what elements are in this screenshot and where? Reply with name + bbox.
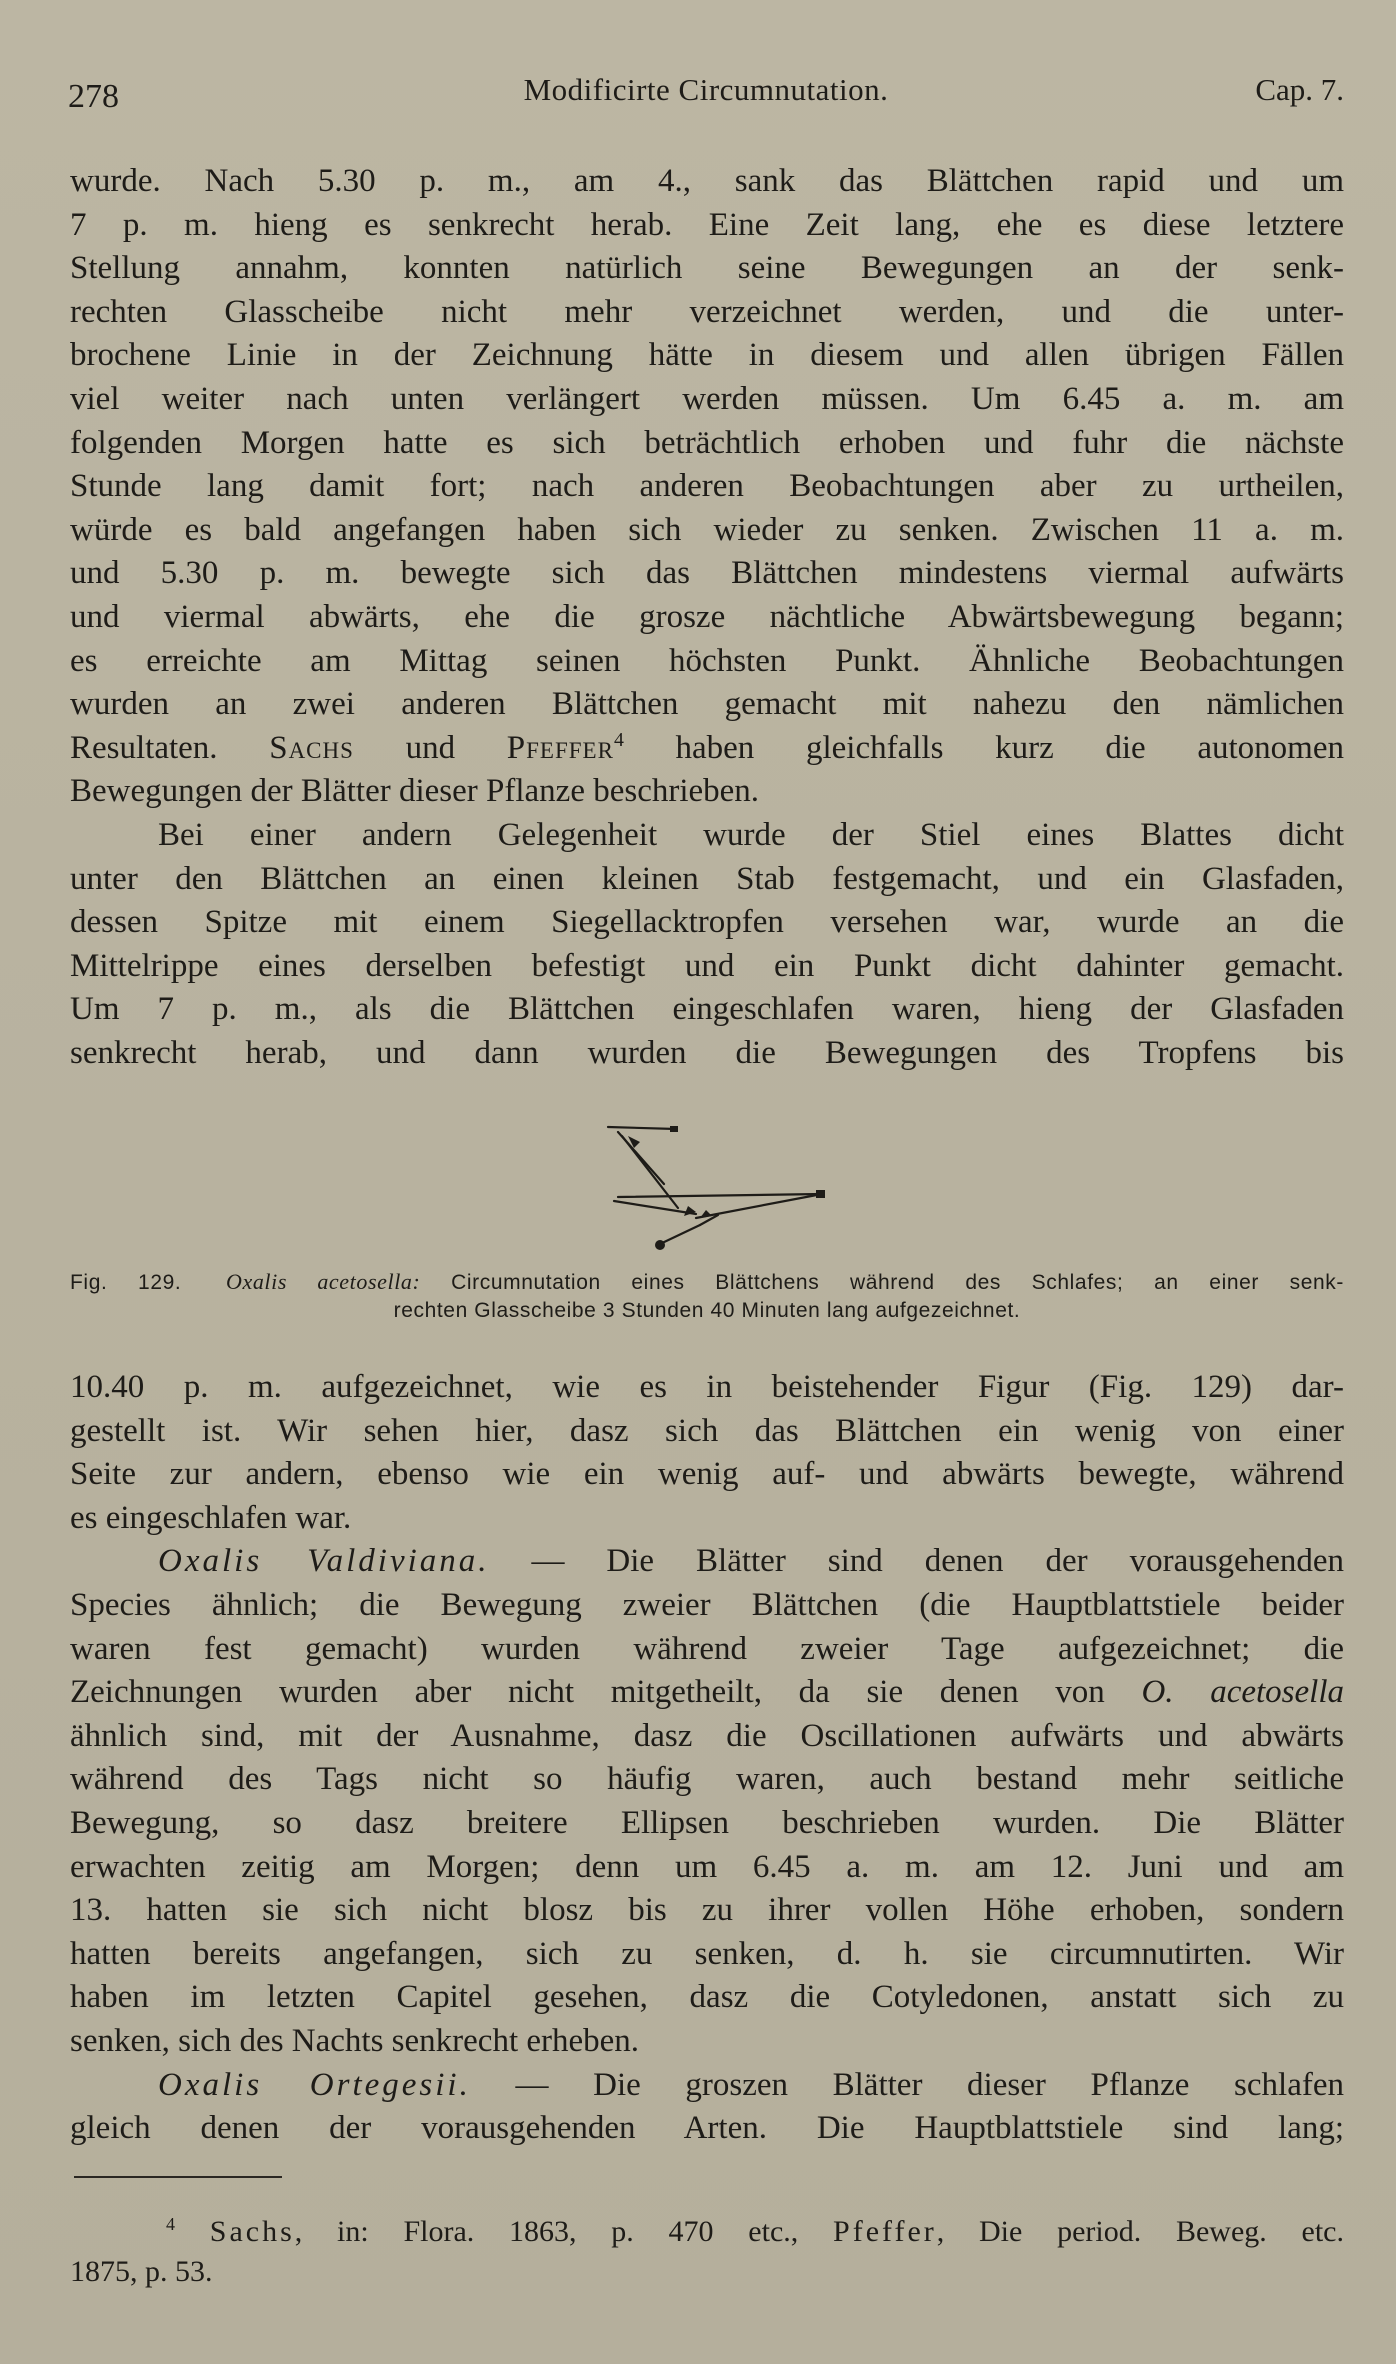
- text-line: es erreichte am Mittag seinen höchsten Punkt. Ähnliche Beobachtungen: [70, 642, 1344, 679]
- paragraph-after-figure: [70, 1366, 1344, 2151]
- text-segment: Resultaten.: [70, 729, 270, 766]
- text-line: es eingeschlafen war.: [70, 1499, 352, 1536]
- text-line: während des Tags nicht so häufig waren, auch bestand mehr seitliche: [70, 1761, 1344, 1798]
- text-line: waren fest gemacht) wurden während zweier Tage aufgezeichnet; die: [70, 1630, 1344, 1667]
- text-segment: , Die period. Beweg. etc.: [936, 2215, 1344, 2248]
- text-segment: , in: Flora. 1863, p. 470 etc.,: [294, 2215, 834, 2248]
- species-heading-valdiviana: Oxalis Valdiviana.: [158, 1543, 490, 1580]
- footnote-divider: [74, 2176, 282, 2178]
- end-mark: [816, 1190, 825, 1198]
- text-segment: Zeichnungen wurden aber nicht mitgetheilt, da sie denen von: [70, 1674, 1142, 1711]
- circumnutation-figure: [600, 1112, 840, 1262]
- text-line: Seite zur andern, ebenso wie ein wenig auf- und abwärts bewegte, während: [70, 1456, 1344, 1493]
- text-line: gestellt ist. Wir sehen hier, dasz sich das Blättchen ein wenig von einer: [70, 1412, 1344, 1449]
- chapter-label: Cap. 7.: [1255, 72, 1344, 107]
- text-line: Bewegungen der Blätter dieser Pflanze beschrieben.: [70, 773, 760, 810]
- text-line: senken, sich des Nachts senkrecht erheben.: [70, 2022, 640, 2059]
- text-line: Stellung annahm, konnten natürlich seine Bewegungen an der senk-: [70, 250, 1344, 287]
- text-line: 13. hatten sie sich nicht blosz bis zu ihrer vollen Höhe erhoben, sondern: [70, 1892, 1344, 1929]
- footnote: [70, 2212, 1344, 2292]
- text-line: wurde. Nach 5.30 p. m., am 4., sank das Blättchen rapid und um: [70, 163, 1344, 199]
- footnote-author-pfeffer: Pfeffer: [833, 2215, 937, 2248]
- text-segment: haben gleichfalls kurz die autonomen: [623, 729, 1344, 766]
- text-segment: und: [353, 729, 507, 766]
- trace-segment: [660, 1225, 700, 1244]
- footnote-marker: 4: [613, 728, 624, 751]
- footnote-line: [70, 2212, 1344, 2252]
- trace-segment: [618, 1194, 822, 1197]
- page-number: 278: [68, 78, 119, 115]
- species-heading-ortegesii: Oxalis Ortegesii.: [158, 2066, 471, 2103]
- text-line: Um 7 p. m., als die Blättchen eingeschlafen waren, hieng der Glasfaden: [70, 991, 1344, 1028]
- end-mark: [670, 1126, 678, 1132]
- text-line: und viermal abwärts, ehe die grosze nächtliche Abwärtsbewegung begann;: [70, 598, 1344, 635]
- page-header: [68, 70, 1344, 122]
- text-line: erwachten zeitig am Morgen; denn um 6.45 a. m. am 12. Juni und am: [70, 1848, 1344, 1885]
- text-line: rechten Glasscheibe nicht mehr verzeichnet werden, und die unter-: [70, 293, 1344, 330]
- text-line: Bewegung, so dasz breitere Ellipsen beschrieben wurden. Die Blätter: [70, 1804, 1344, 1841]
- start-dot: [655, 1240, 665, 1250]
- trace-segment: [696, 1194, 822, 1218]
- caption-line: rechten Glasscheibe 3 Stunden 40 Minuten lang aufgezeichnet.: [393, 1299, 1021, 1322]
- author-name-sachs: Sachs: [269, 729, 354, 766]
- text-line: hatten bereits angefangen, sich zu senken, d. h. sie circumnutirten. Wir: [70, 1935, 1344, 1972]
- text-line: wurden an zwei anderen Blättchen gemacht mit nahezu den nämlichen: [70, 686, 1344, 723]
- trace-segment: [614, 1201, 696, 1214]
- text-line-with-authors: [70, 727, 1344, 771]
- text-line: gleich denen der vorausgehenden Arten. Die Hauptblattstiele sind lang;: [70, 2110, 1344, 2147]
- footnote-author-sachs: Sachs: [209, 2215, 295, 2248]
- text-line-species: [70, 2064, 1344, 2108]
- footnote-number: 4: [166, 2214, 175, 2235]
- figure-number: Fig. 129.: [70, 1271, 182, 1294]
- species-reference: O. acetosella: [1141, 1674, 1345, 1711]
- text-line: 7 p. m. hieng es senkrecht herab. Eine Zeit lang, ehe es diese letztere: [70, 206, 1344, 243]
- text-line: 10.40 p. m. aufgezeichnet, wie es in beistehender Figur (Fig. 129) dar-: [70, 1369, 1344, 1405]
- text-line: unter den Blättchen an einen kleinen Stab festgemacht, und ein Glasfaden,: [70, 860, 1344, 897]
- text-line: haben im letzten Capitel gesehen, dasz die Cotyledonen, anstatt sich zu: [70, 1979, 1344, 2016]
- text-line-species: [70, 1540, 1344, 1584]
- text-line: [70, 1671, 1344, 1715]
- arrowhead-icon: [700, 1210, 712, 1218]
- text-line: Mittelrippe eines derselben befestigt und ein Punkt dicht dahinter gemacht.: [70, 947, 1344, 984]
- text-segment: — Die Blätter sind denen der vorausgehenden: [489, 1543, 1344, 1580]
- text-line: dessen Spitze mit einem Siegellacktropfen versehen war, wurde an die: [70, 904, 1344, 941]
- text-line: brochene Linie in der Zeichnung hätte in diesem und allen übrigen Fällen: [70, 337, 1344, 374]
- text-segment: — Die groszen Blätter dieser Pflanze schlafen: [470, 2066, 1344, 2103]
- text-line: viel weiter nach unten verlängert werden müssen. Um 6.45 a. m. am: [70, 380, 1344, 417]
- text-line: senkrecht herab, und dann wurden die Bewegungen des Tropfens bis: [70, 1034, 1344, 1071]
- text-line: Species ähnlich; die Bewegung zweier Blättchen (die Hauptblattstiele beider: [70, 1586, 1344, 1623]
- caption-line: [70, 1268, 1344, 1297]
- text-line: Stunde lang damit fort; nach anderen Beobachtungen aber zu urtheilen,: [70, 468, 1344, 505]
- running-title: Modificirte Circumnutation.: [523, 72, 889, 107]
- paragraph-continuation: [70, 160, 1344, 1075]
- text-line: würde es bald angefangen haben sich wieder zu senken. Zwischen 11 a. m.: [70, 511, 1344, 548]
- author-name-pfeffer: Pfeffer: [506, 729, 614, 766]
- caption-text: Circumnutation eines Blättchens während des Schlafes; an einer senk-: [451, 1271, 1344, 1294]
- text-line: folgenden Morgen hatte es sich beträchtlich erhoben und fuhr die nächste: [70, 424, 1344, 461]
- text-line: ähnlich sind, mit der Ausnahme, dasz die Oscillationen aufwärts und abwärts: [70, 1717, 1344, 1754]
- text-line: und 5.30 p. m. bewegte sich das Blättchen mindestens viermal aufwärts: [70, 555, 1344, 592]
- trace-segment: [608, 1127, 676, 1129]
- caption-species: Oxalis acetosella:: [225, 1269, 421, 1294]
- text-line: Bei einer andern Gelegenheit wurde der Stiel eines Blattes dicht: [158, 816, 1344, 853]
- figure-caption: [70, 1268, 1344, 1325]
- footnote-line: 1875, p. 53.: [70, 2255, 213, 2288]
